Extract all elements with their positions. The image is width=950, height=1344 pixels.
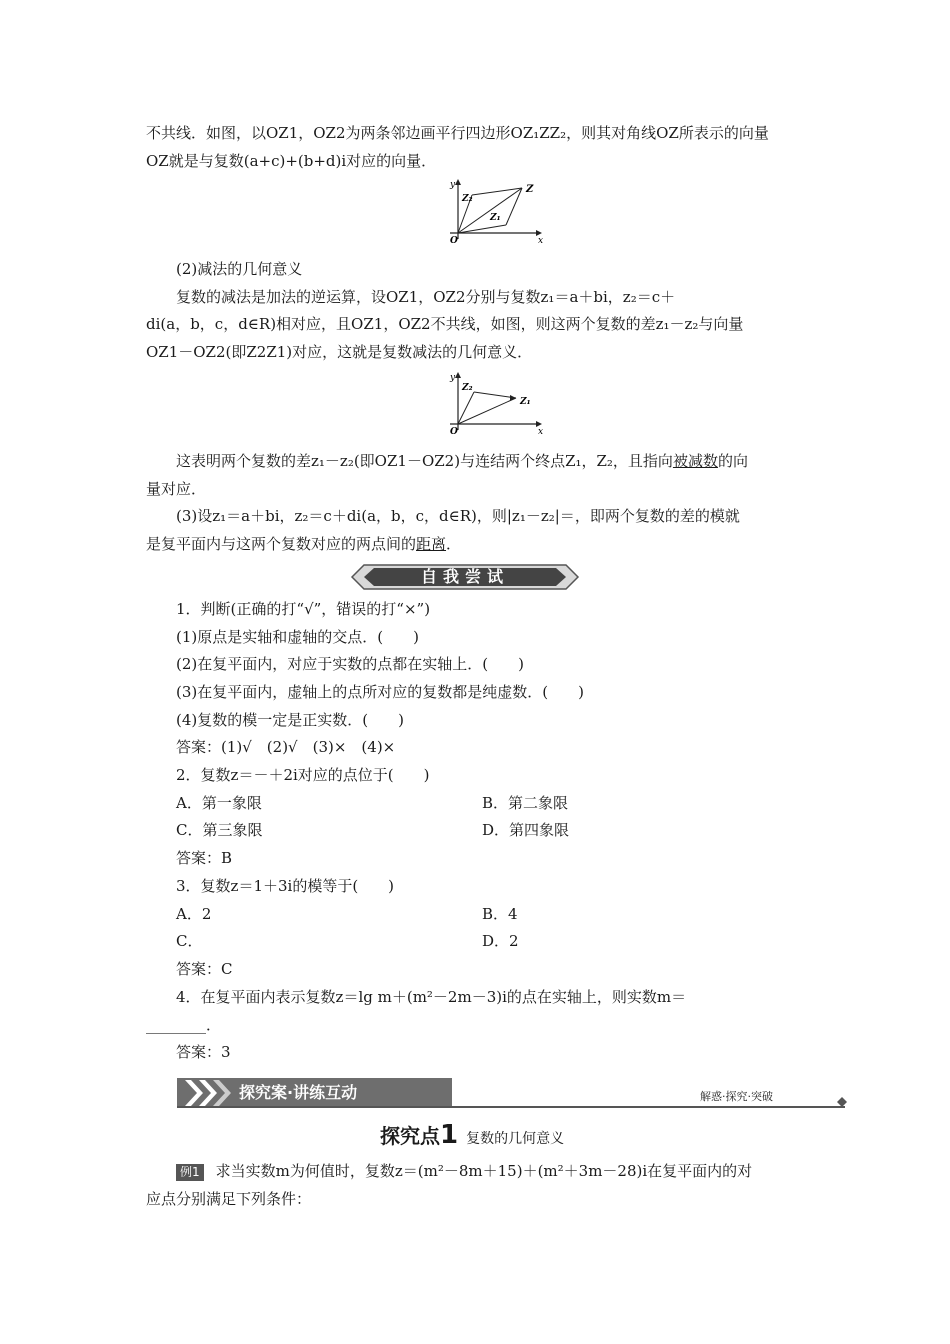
section-title: 探究案·讲练互动 xyxy=(239,1083,358,1102)
origin-label: O xyxy=(450,236,458,245)
text-line: 这表明两个复数的差z₁－z₂(即OZ1－OZ2)与连结两个终点Z₁，Z₂，且指向被减数的向 xyxy=(176,452,748,470)
option-b: B．4 xyxy=(482,905,518,923)
y-axis-label: y xyxy=(450,180,456,190)
section-subtitle: 解惑·探究·突破 xyxy=(700,1090,773,1103)
subheading: (2)减法的几何意义 xyxy=(176,260,303,278)
underlined-term: 被减数 xyxy=(672,452,718,470)
question-item: (3)在复平面内，虚轴上的点所对应的复数都是纯虚数．( ) xyxy=(176,683,584,701)
point-label: Z xyxy=(526,184,534,195)
option-d: D．第四象限 xyxy=(482,821,570,839)
example-line: 应点分别满足下列条件： xyxy=(146,1190,312,1208)
question-item: (1)原点是实轴和虚轴的交点．( ) xyxy=(176,628,419,646)
option-d: D．2 xyxy=(482,932,519,950)
origin-label: O xyxy=(450,427,458,436)
question-item: (2)在复平面内，对应于实数的点都在实轴上．( ) xyxy=(176,655,524,673)
section-bar xyxy=(177,1078,452,1108)
option-c: C． xyxy=(176,932,203,950)
answer: 答案：3 xyxy=(176,1043,231,1061)
section-rule xyxy=(177,1106,845,1108)
point-label: Z₁ xyxy=(520,397,531,407)
question-blank: ________． xyxy=(146,1016,222,1034)
question-item: (4)复数的模一定是正实数．( ) xyxy=(176,711,404,729)
text-line: 是复平面内与这两个复数对应的两点间的距离． xyxy=(146,535,462,553)
parallelogram-figure xyxy=(440,175,550,245)
banner-title: 自我尝试 xyxy=(420,567,509,586)
question-stem: 1．判断(正确的打“√”，错误的打“×”) xyxy=(176,600,431,618)
example-line: 例1 求当实数m为何值时，复数z＝(m²－8m＋15)＋(m²＋3m－28)i在复平面内的对 xyxy=(176,1160,752,1182)
point-label: Z₂ xyxy=(462,383,473,393)
explore-point-heading: 探究点1 复数的几何意义 xyxy=(380,1120,565,1150)
answer: 答案：B xyxy=(176,849,233,867)
option-b: B．第二象限 xyxy=(482,794,569,812)
y-axis-label: y xyxy=(450,373,456,383)
question-stem: 4．在复平面内表示复数z＝lg m＋(m²－2m－3)i的点在实轴上，则实数m＝ xyxy=(176,988,687,1006)
option-c: C．第三象限 xyxy=(176,821,263,839)
question-stem: 2．复数z＝－＋2i对应的点位于( ) xyxy=(176,766,430,784)
point-label: Z₁ xyxy=(490,213,501,223)
x-axis-label: x xyxy=(538,427,544,436)
text-line: 量对应． xyxy=(146,480,207,498)
option-a: A．第一象限 xyxy=(176,794,262,812)
subtraction-figure xyxy=(440,368,550,436)
text-line: (3)设z₁＝a＋bi，z₂＝c＋di(a，b，c，d∈R)，则|z₁－z₂|＝，即两个复数的差的模就 xyxy=(176,507,740,525)
text-line: 复数的减法是加法的逆运算，设OZ1，OZ2分别与复数z₁＝a＋bi，z₂＝c＋ xyxy=(176,288,676,306)
self-test-banner xyxy=(350,563,580,591)
text-line: 不共线．如图，以OZ1，OZ2为两条邻边画平行四边形OZ₁ZZ₂，则其对角线OZ所表示的向量 xyxy=(146,124,769,142)
underlined-term: 距离 xyxy=(416,535,447,553)
point-label: Z₂ xyxy=(462,194,473,204)
text-line: OZ1－OZ2(即Z2Z1)对应，这就是复数减法的几何意义． xyxy=(146,343,533,361)
text-line: di(a，b，c，d∈R)相对应，且OZ1，OZ2不共线，如图，则这两个复数的差z₁－z₂与向量 xyxy=(146,315,744,333)
example-tag: 例1 xyxy=(176,1164,204,1181)
x-axis-label: x xyxy=(538,236,544,245)
answer: 答案：(1)√ (2)√ (3)× (4)× xyxy=(176,738,396,756)
diamond-icon xyxy=(836,1096,848,1108)
option-a: A．2 xyxy=(176,905,212,923)
text-line: OZ就是与复数(a+c)+(b+d)i对应的向量． xyxy=(146,152,437,170)
answer: 答案：C xyxy=(176,960,233,978)
question-stem: 3．复数z＝1＋3i的模等于( ) xyxy=(176,877,395,895)
